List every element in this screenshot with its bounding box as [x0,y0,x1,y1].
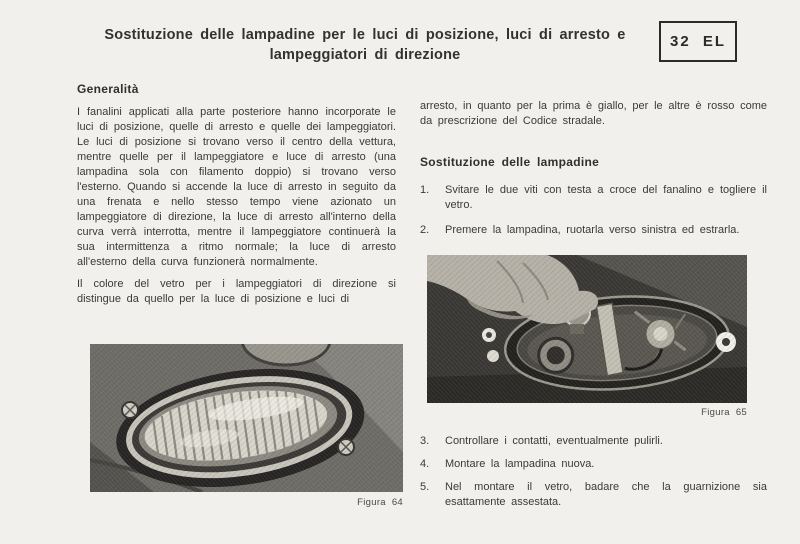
section-badge-label: 32 EL [669,33,727,50]
step-2 [420,223,767,238]
step-4 [420,457,767,472]
generalita-paragraph-2: Il colore del vetro per i lampeggiatori di direzione si distingue da quello per la luce di posizione e luci di [77,278,396,305]
page-title [65,25,665,65]
step-1 [420,183,767,213]
step-1-number: 1. [420,184,430,196]
step-5 [420,480,767,510]
step-3 [420,434,767,449]
step-1-text: Svitare le due viti con testa a croce del fanalino e togliere il vetro. [445,184,767,211]
figure-65-caption: Figura 65 [701,407,747,418]
left-column [77,82,396,307]
step-2-number: 2. [420,224,430,236]
right-column [420,99,767,248]
step-4-text: Montare la lampadina nuova. [445,458,595,470]
tail-light-photo-illustration [90,344,403,492]
steps-list-top [420,183,767,238]
figure-64-caption: Figura 64 [357,497,403,508]
page-title-line1: Sostituzione delle lampadine per le luci di posizione, luci di arresto e [104,27,626,43]
step-5-number: 5. [420,481,430,493]
step-3-number: 3. [420,435,430,447]
figure-64-photo [90,344,403,492]
bulb-removal-photo-illustration [427,255,747,403]
step-2-text: Premere la lampadina, ruotarla verso sinistra ed estrarla. [445,224,740,236]
step-4-number: 4. [420,458,430,470]
figure-65-photo [427,255,747,403]
step-3-text: Controllare i contatti, eventualmente pulirli. [445,435,663,447]
generalita-paragraph-1: I fanalini applicati alla parte posteriore hanno incorporate le luci di posizione, quelle di arresto e quelle dei lampeggiatori. Le luci di posizione si trovano verso il centro della vettura, mentre quelle per il lampeggiatore e luce di arresto (una lampadina sola con filamento doppio) si trovano verso l'esterno. Quando si accende la luce di arresto in seguito da una frenata e nello stesso tempo viene azionato un lampeggiatore di direzione, la luce di arresto all'interno della curva verrà interrotta, mentre il lampeggiatore continuerà la sua intermittenza a ritmo normale; la luce di arresto all'esterno della curva funzionerà normalmente. [77,106,396,268]
continuation-paragraph: arresto, in quanto per la prima è giallo, per le altre è rosso come da prescrizione del Codice stradale. [420,100,767,127]
generalita-heading: Generalità [77,82,139,96]
step-5-text: Nel montare il vetro, badare che la guarnizione sia esattamente assestata. [445,481,767,508]
sostituzione-heading: Sostituzione delle lampadine [420,155,600,169]
page-title-line2: lampeggiatori di direzione [269,47,461,63]
steps-list-bottom [420,434,767,518]
section-badge [659,21,737,62]
